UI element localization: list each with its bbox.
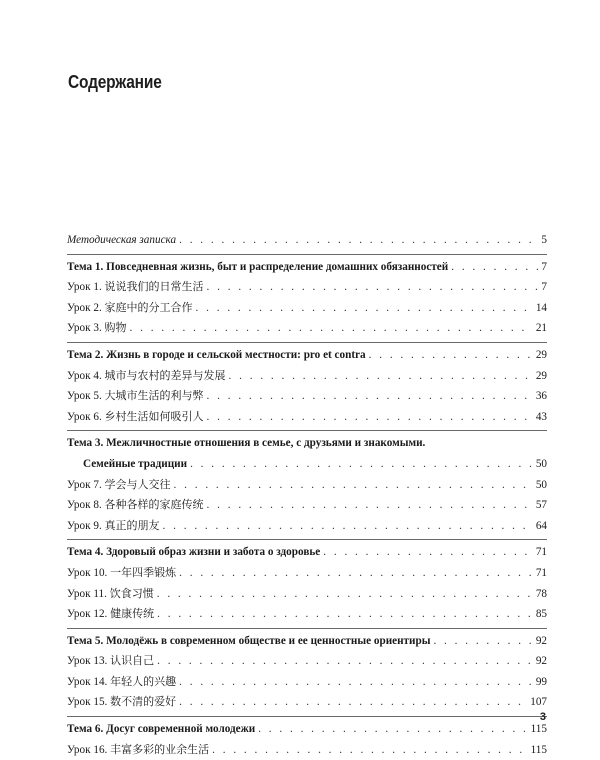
toc-lesson — [67, 298, 547, 319]
toc-lesson — [67, 692, 547, 713]
toc-lesson-label — [67, 366, 226, 387]
lesson-number: Урок 8. — [67, 499, 102, 512]
dot-leader — [179, 230, 538, 251]
toc-lesson-label — [67, 495, 204, 516]
dot-leader — [179, 692, 527, 713]
toc-theme-3 — [67, 433, 547, 454]
lesson-number: Урок 7. — [67, 478, 102, 491]
toc-lesson — [67, 516, 547, 537]
toc-entry-note — [67, 230, 547, 251]
dot-leader — [451, 257, 538, 278]
lesson-number: Урок 10. — [67, 566, 108, 579]
lesson-title: 认识自己 — [110, 654, 155, 668]
lesson-title: 真正的朋友 — [104, 518, 160, 532]
lesson-number: Урок 1. — [67, 281, 102, 294]
toc-theme-4 — [67, 542, 547, 563]
dot-leader — [157, 584, 533, 605]
dot-leader — [258, 719, 527, 740]
toc-lesson — [67, 475, 547, 496]
toc-lesson-label — [67, 563, 176, 584]
lesson-number: Урок 15. — [67, 696, 108, 709]
dot-leader — [323, 542, 533, 563]
dot-leader — [174, 475, 533, 496]
toc-theme-1-page: 7 — [541, 260, 547, 273]
toc-lesson-label — [67, 475, 171, 496]
toc-lesson — [67, 277, 547, 298]
dot-leader — [190, 454, 533, 475]
dot-leader — [179, 672, 533, 693]
lesson-title: 购物 — [104, 321, 127, 335]
toc-entry-note-page: 5 — [541, 234, 547, 246]
toc-lesson-label — [67, 298, 193, 319]
toc-theme-4-page: 71 — [535, 546, 547, 559]
toc-lesson — [67, 366, 547, 387]
toc-lesson-page: 78 — [535, 587, 547, 600]
lesson-number: Урок 16. — [67, 743, 108, 756]
lesson-title: 丰富多彩的业余生活 — [110, 742, 210, 756]
toc-lesson-page: 50 — [535, 478, 547, 491]
lesson-title: 说说我们的日常生活 — [104, 280, 204, 294]
lesson-title: 学会与人交往 — [104, 477, 171, 491]
lesson-number: Урок 13. — [67, 655, 108, 668]
lesson-title: 饮食习惯 — [109, 586, 154, 600]
lesson-number: Урок 4. — [67, 369, 102, 382]
lesson-number: Урок 2. — [67, 301, 102, 314]
toc-lesson — [67, 318, 547, 339]
lesson-number: Урок 5. — [67, 390, 102, 403]
toc-theme-6 — [67, 719, 547, 740]
lesson-number: Урок 3. — [67, 322, 102, 335]
section-divider — [67, 430, 547, 431]
toc-lesson-label — [67, 386, 204, 407]
dot-leader — [433, 631, 532, 652]
toc-lesson-page: 43 — [535, 410, 547, 423]
toc-lesson — [67, 584, 547, 605]
lesson-number: Урок 6. — [67, 410, 102, 423]
lesson-number: Урок 12. — [67, 608, 108, 621]
toc-lesson-label — [67, 277, 204, 298]
page-number: 3 — [539, 711, 546, 723]
toc-lesson-label — [67, 407, 204, 428]
toc-lesson-page: 85 — [535, 608, 547, 621]
toc-lesson-label — [67, 651, 154, 672]
toc-theme-5 — [67, 631, 547, 652]
toc-lesson — [67, 604, 547, 625]
dot-leader — [207, 386, 533, 407]
toc-lesson-page: 36 — [535, 390, 547, 403]
dot-leader — [157, 604, 533, 625]
lesson-number: Урок 9. — [67, 519, 102, 532]
lesson-number: Урок 14. — [67, 675, 108, 688]
section-divider — [67, 539, 547, 540]
toc-lesson-page: 29 — [535, 369, 547, 382]
toc-theme-1-label: Тема 1. Повседневная жизнь, быт и распределение домашних обязанностей — [67, 260, 449, 273]
toc-theme-3-line-2 — [67, 454, 547, 475]
toc-theme-5-page: 92 — [535, 634, 547, 647]
toc-lesson-label — [67, 516, 160, 537]
lesson-title: 大城市生活的利与弊 — [104, 389, 204, 403]
toc-lesson-page: 21 — [535, 322, 547, 335]
toc-theme-6-page: 115 — [530, 723, 547, 736]
toc-lesson-page: 64 — [535, 519, 547, 532]
toc-lesson — [67, 651, 547, 672]
toc-lesson — [67, 495, 547, 516]
toc-lesson-page: 107 — [530, 696, 547, 709]
toc-lesson-page: 14 — [535, 301, 547, 314]
toc-lesson — [67, 672, 547, 693]
dot-leader — [207, 407, 533, 428]
dot-leader — [196, 298, 533, 319]
toc-theme-2 — [67, 345, 547, 366]
lesson-title: 数不清的爱好 — [110, 695, 177, 709]
toc-lesson — [67, 386, 547, 407]
section-divider — [67, 342, 547, 343]
toc-lesson-label — [67, 692, 176, 713]
lesson-title: 健康传统 — [110, 607, 155, 621]
toc-lesson-page: 92 — [535, 655, 547, 668]
dot-leader — [229, 366, 533, 387]
toc-theme-2-label: Тема 2. Жизнь в городе и сельской местности: pro et contra — [67, 348, 366, 361]
dot-leader — [207, 277, 539, 298]
lesson-title: 各种各样的家庭传统 — [104, 498, 204, 512]
section-divider — [67, 254, 547, 255]
toc-lesson-page: 115 — [530, 743, 547, 756]
dot-leader — [207, 495, 533, 516]
dot-leader — [130, 318, 533, 339]
toc-theme-3-line-2-page: 50 — [535, 457, 547, 470]
toc-lesson — [67, 407, 547, 428]
lesson-title: 乡村生活如何吸引人 — [104, 409, 204, 423]
toc-lesson-page: 71 — [535, 566, 547, 579]
toc-theme-6-label: Тема 6. Досуг современной молодежи — [67, 723, 256, 736]
toc-theme-1 — [67, 257, 547, 278]
toc-lesson-page: 99 — [535, 675, 547, 688]
section-divider — [67, 628, 547, 629]
toc-lesson-label — [67, 318, 127, 339]
toc-lesson-page: 57 — [535, 499, 547, 512]
toc-lesson-label — [67, 672, 176, 693]
toc-lesson-label — [67, 604, 154, 625]
dot-leader — [157, 651, 533, 672]
lesson-title: 年轻人的兴趣 — [110, 674, 177, 688]
page-title: Содержание — [68, 72, 162, 92]
lesson-title: 城市与农村的差异与发展 — [104, 368, 226, 382]
dot-leader — [369, 345, 533, 366]
toc-lesson-label — [67, 584, 154, 605]
toc-theme-3-line-2-label: Семейные традиции — [83, 457, 188, 470]
toc-entry-note-label: Методическая записка — [67, 234, 177, 246]
toc-theme-2-page: 29 — [535, 348, 547, 361]
toc-lesson-page: 7 — [541, 281, 547, 294]
table-of-contents — [67, 230, 547, 760]
toc-theme-4-label: Тема 4. Здоровый образ жизни и забота о здоровье — [67, 546, 321, 559]
dot-leader — [163, 516, 533, 537]
toc-lesson — [67, 563, 547, 584]
toc-theme-5-label: Тема 5. Молодёжь в современном обществе и ее ценностные ориентиры — [67, 634, 431, 647]
lesson-number: Урок 11. — [67, 587, 107, 600]
dot-leader — [179, 563, 533, 584]
lesson-title: 一年四季锻炼 — [110, 565, 177, 579]
section-divider — [67, 716, 547, 717]
lesson-title: 家庭中的分工合作 — [104, 300, 193, 314]
toc-theme-3-label: Тема 3. Межличностные отношения в семье, с друзьями и знакомыми. — [67, 437, 426, 450]
